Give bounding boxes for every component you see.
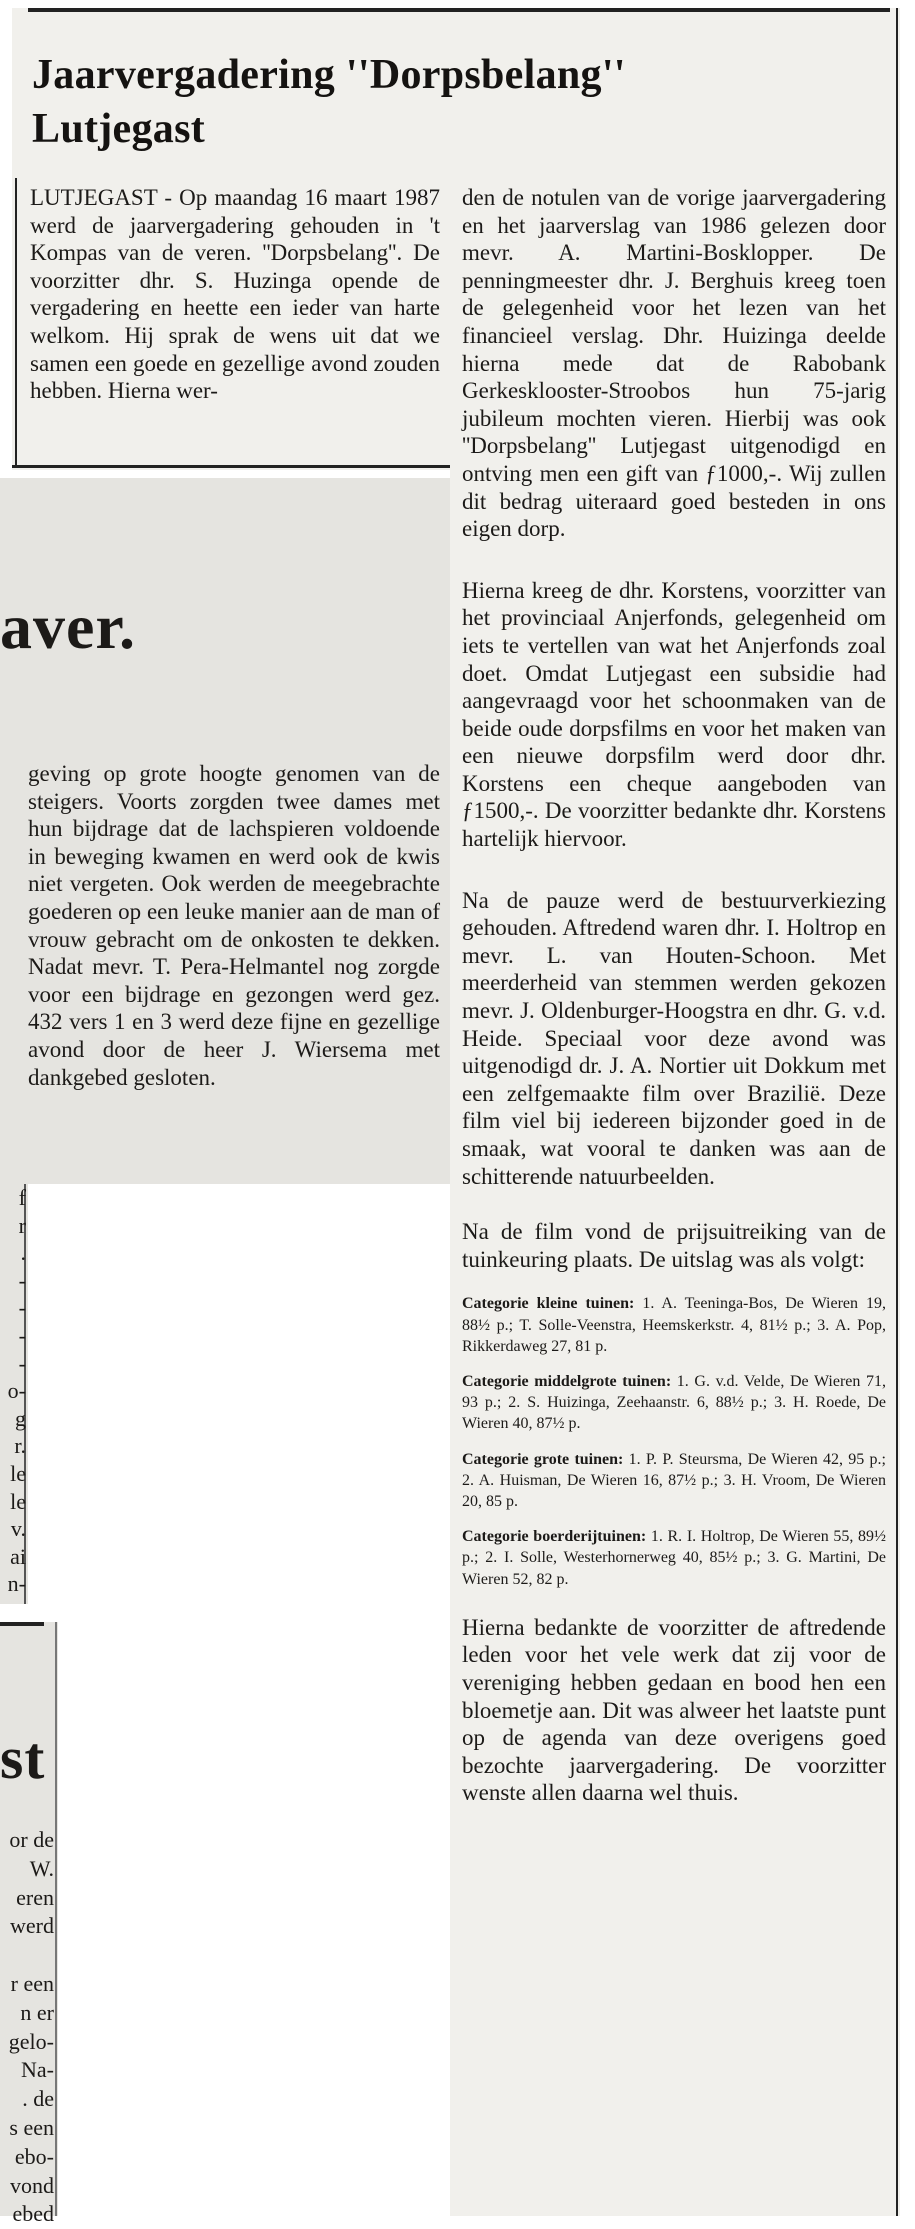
paragraph-prijsuitreiking: Na de film vond de prijsuitreiking van de tuinkeuring plaats. De uitslag was als volgt: — [462, 1219, 886, 1272]
fragment-line: r een — [10, 1970, 54, 1996]
secondary-article-body — [28, 760, 440, 1091]
top-rule — [28, 8, 890, 12]
fragment-line: gelo- — [8, 2028, 54, 2054]
fragment-line: ebed — [12, 2201, 54, 2227]
fragment-line: - — [18, 1350, 26, 1376]
fragment-line: f — [18, 1185, 26, 1210]
article-column-1 — [30, 184, 440, 405]
headline-line-2: Lutjegast — [32, 106, 206, 152]
category-grote-tuinen: Categorie grote tuinen: 1. P. P. Steursma, De Wieren 42, 95 p.; 2. A. Huisman, De Wieren 16, 87½ p.; 3. H. Vroom, De Wieren 20, 85 p. — [462, 1450, 887, 1510]
fragment-line: - — [18, 1267, 26, 1293]
left-fragment-lower-text — [0, 1826, 54, 2229]
fragment-line: le — [10, 1460, 26, 1486]
left-fragment-upper-text — [0, 1184, 26, 1598]
fragment-line: o- — [7, 1378, 26, 1404]
fragment-line — [0, 1941, 54, 1970]
fragment-rule — [0, 1622, 44, 1626]
fragment-line: or de — [9, 1827, 54, 1852]
headline-line-1: Jaarvergadering ''Dorpsbelang'' — [32, 52, 626, 98]
right-border-rule — [896, 8, 898, 2216]
secondary-headline-fragment: aver. — [0, 591, 136, 662]
fragment-line: v. — [10, 1516, 26, 1542]
fragment-line: ebo- — [14, 2143, 54, 2169]
fragment-line: r. — [14, 1433, 26, 1459]
left-fragment-headline: st — [0, 1725, 46, 1791]
fragment-line: . de — [22, 2086, 54, 2112]
article-column-2 — [462, 184, 886, 1807]
intro-vertical-rule — [15, 178, 17, 468]
section-rule — [12, 465, 450, 468]
category-boerderijtuinen: Categorie boerderijtuinen: 1. R. I. Holtrop, De Wieren 55, 89½ p.; 2. I. Solle, Westerhornerweg 40, 85½ p.; 3. G. Martini, De Wieren 52, 82 p. — [462, 1528, 886, 1588]
fragment-line: g — [15, 1405, 26, 1431]
fragment-line: vond — [10, 2172, 54, 2198]
fragment-line: werd — [10, 1913, 54, 1939]
paragraph-notulen: den de notulen van de vorige jaarvergadering en het jaarverslag van 1986 gelezen door mevr. A. Martini-Bosklopper. De penningmeester dhr. J. Berghuis kreeg toen de gelegenheid voor het lezen van het financieel verslag. Dhr. Huizinga deelde hierna mede dat de Rabobank Gerkesklooster-Stroobos hun 75-jarig jubileum mochten vieren. Hierbij was ook ''Dorpsbelang'' Lutjegast uitgenodigd en ontving men een gift van ƒ1000,-. Wij zullen dit bedrag uiteraard goed besteden in ons eigen dorp. — [462, 185, 886, 542]
category-kleine-tuinen: Categorie kleine tuinen: 1. A. Teeninga-Bos, De Wieren 19, 88½ p.; T. Solle-Veenstra, Heemskerkstr. 4, 81½ p.; 3. A. Pop, Rikkerdaweg 27, 81 p. — [462, 1295, 886, 1355]
fragment-line: Na- — [21, 2057, 54, 2083]
category-middelgrote-tuinen: Categorie middelgrote tuinen: 1. G. v.d. Velde, De Wieren 71, 93 p.; 2. S. Huizinga, Zeehaanstr. 6, 88½ p.; 3. H. Roede, De Wieren 40, 87½ p. — [462, 1372, 887, 1433]
fragment-line: - — [18, 1322, 26, 1348]
fragment-line: n- — [7, 1571, 26, 1597]
fragment-line: W. — [29, 1855, 54, 1881]
fragment-line: . — [20, 1240, 26, 1266]
fragment-line: s een — [9, 2114, 54, 2140]
fragment-shadow-line-lower — [55, 1622, 57, 2216]
fragment-line: - — [18, 1295, 26, 1321]
secondary-paragraph: geving op grote hoogte genomen van de steigers. Voorts zorgden twee dames met hun bijdrage dat de lachspieren voldoende in beweging kwamen en werd ook de kwis niet vergeten. Ook werden de meegebrachte goederen op een leuke manier aan de man of vrouw gebracht om de onkosten te dekken. Nadat mevr. T. Pera-Helmantel nog zorgde voor een bijdrage en gezongen werd gez. 432 vers 1 en 3 werd deze fijne en gezellige avond door de heer J. Wiersema met dankgebed gesloten. — [28, 761, 440, 1090]
paragraph-slot: Hierna bedankte de voorzitter de aftredende leden voor het vele werk dat zij voor de vereniging hebben gedaan en bood hen een bloemetje aan. Dit was alweer het laatste punt op de agenda van deze overigens goed bezochte jaarvergadering. De voorzitter wenste allen daarna wel thuis. — [462, 1614, 886, 1806]
fragment-line: eren — [16, 1884, 54, 1910]
fragment-line: ai — [10, 1543, 26, 1569]
article-headline — [32, 48, 812, 156]
fragment-line: r — [18, 1212, 26, 1238]
paragraph-anjerfonds: Hierna kreeg de dhr. Korstens, voorzitter van het provinciaal Anjerfonds, gelegenheid om iets te vertellen van wat het Anjerfonds zoal doet. Omdat Lutjegast een subsidie had aangevraagd voor het schoonmaken van de beide oude dorpsfilms en voor het maken van een nieuwe dorpsfilm werd door dhr. Korstens een cheque aangeboden van ƒ1500,-. De voorzitter bedankte dhr. Korstens hartelijk hiervoor. — [462, 577, 886, 852]
intro-paragraph: LUTJEGAST - Op maandag 16 maart 1987 werd de jaarvergadering gehouden in 't Kompas van de veren. ''Dorpsbelang''. De voorzitter dhr. S. Huzinga opende de vergadering en heette een ieder van harte welkom. Hij sprak de wens uit dat we samen een goede en gezellige avond zouden hebben. Hierna wer- — [30, 185, 440, 404]
fragment-line: n er — [20, 1999, 54, 2025]
paragraph-bestuursverkiezing: Na de pauze werd de bestuurverkiezing gehouden. Aftredend waren dhr. I. Holtrop en mevr. L. van Houten-Schoon. Met meerderheid van stemmen werden gekozen mevr. J. Oldenburger-Hoogstra en dhr. G. v.d. Heide. Speciaal voor deze avond was uitgenodigd dr. J. A. Nortier uit Dokkum met een zelfgemaakte film over Brazilië. Deze film viel bij iedereen bijzonder goed in de smaak, wat vooral te danken was aan de schitterende natuurbeelden. — [462, 887, 886, 1189]
fragment-line: le — [10, 1488, 26, 1514]
